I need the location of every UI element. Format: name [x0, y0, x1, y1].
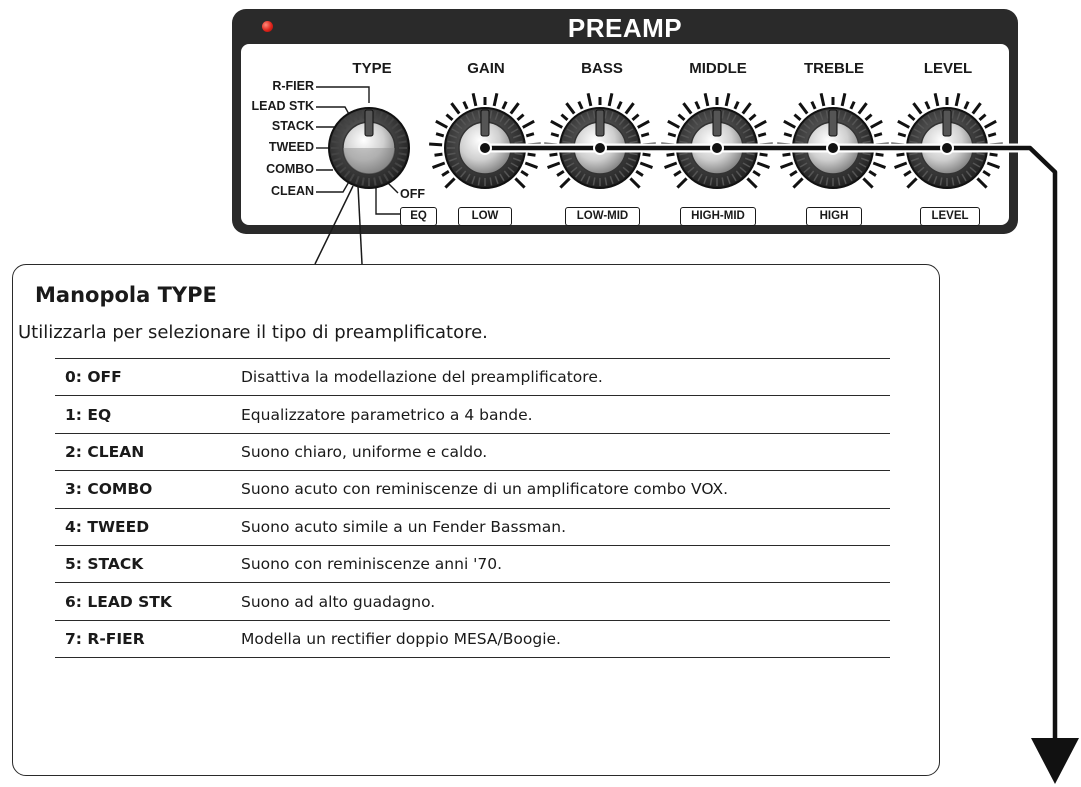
gain-knob-label: GAIN [467, 60, 505, 77]
type-description: Equalizzatore parametrico a 4 bande. [241, 396, 890, 433]
callout-subtitle: Utilizzarla per selezionare il tipo di preamplificatore. [18, 322, 488, 343]
callout-pointer [315, 186, 362, 264]
treble-sub-label: HIGH [806, 207, 862, 226]
connector-dot [711, 142, 723, 154]
type-description: Suono con reminiscenze anni '70. [241, 545, 890, 582]
connector-dot [594, 142, 606, 154]
type-description: Modella un rectifier doppio MESA/Boogie. [241, 620, 890, 657]
type-position-off: OFF [400, 187, 425, 201]
type-position-combo: COMBO [266, 162, 314, 176]
type-description: Suono acuto simile a un Fender Bassman. [241, 508, 890, 545]
panel-title: PREAMP [567, 13, 683, 43]
callout-title: Manopola TYPE [35, 283, 217, 307]
type-code: 4: TWEED [55, 508, 241, 545]
type-description: Suono chiaro, uniforme e caldo. [241, 433, 890, 470]
bass-knob-label: BASS [581, 60, 623, 77]
type-description: Disattiva la modellazione del preamplificatore. [241, 359, 890, 396]
type-code: 7: R-FIER [55, 620, 241, 657]
type-description: Suono acuto con reminiscenze di un amplificatore combo VOX. [241, 471, 890, 508]
type-code: 3: COMBO [55, 471, 241, 508]
type-knob[interactable] [329, 108, 409, 188]
bass-sub-label: LOW-MID [565, 207, 640, 226]
treble-knob[interactable] [777, 93, 889, 188]
connector-dot [479, 142, 491, 154]
type-code: 5: STACK [55, 545, 241, 582]
middle-sub-label: HIGH-MID [680, 207, 756, 226]
type-knob-label: TYPE [352, 60, 392, 77]
gain-knob[interactable] [429, 93, 541, 188]
type-position-r-fier: R-FIER [272, 79, 314, 93]
level-knob[interactable] [891, 93, 1003, 188]
type-code: 0: OFF [55, 359, 241, 396]
connector-dot [941, 142, 953, 154]
type-code: 6: LEAD STK [55, 583, 241, 620]
type-position-clean: CLEAN [270, 184, 314, 198]
connector-line [484, 148, 1055, 742]
treble-knob-label: TREBLE [804, 60, 864, 77]
middle-knob[interactable] [661, 93, 773, 188]
type-position-lead-stk: LEAD STK [251, 99, 314, 113]
type-position-stack: STACK [271, 119, 314, 133]
middle-knob-label: MIDDLE [689, 60, 747, 77]
bass-knob[interactable] [544, 93, 656, 188]
arrow-down-icon [1031, 738, 1079, 784]
gain-sub-label: LOW [458, 207, 512, 226]
type-description: Suono ad alto guadagno. [241, 583, 890, 620]
type-code: 2: CLEAN [55, 433, 241, 470]
connector-dot [827, 142, 839, 154]
level-knob-label: LEVEL [923, 60, 973, 77]
eq-sub-label: EQ [400, 207, 437, 226]
type-position-tweed: TWEED [268, 140, 314, 154]
level-sub-label: LEVEL [920, 207, 980, 226]
type-code: 1: EQ [55, 396, 241, 433]
